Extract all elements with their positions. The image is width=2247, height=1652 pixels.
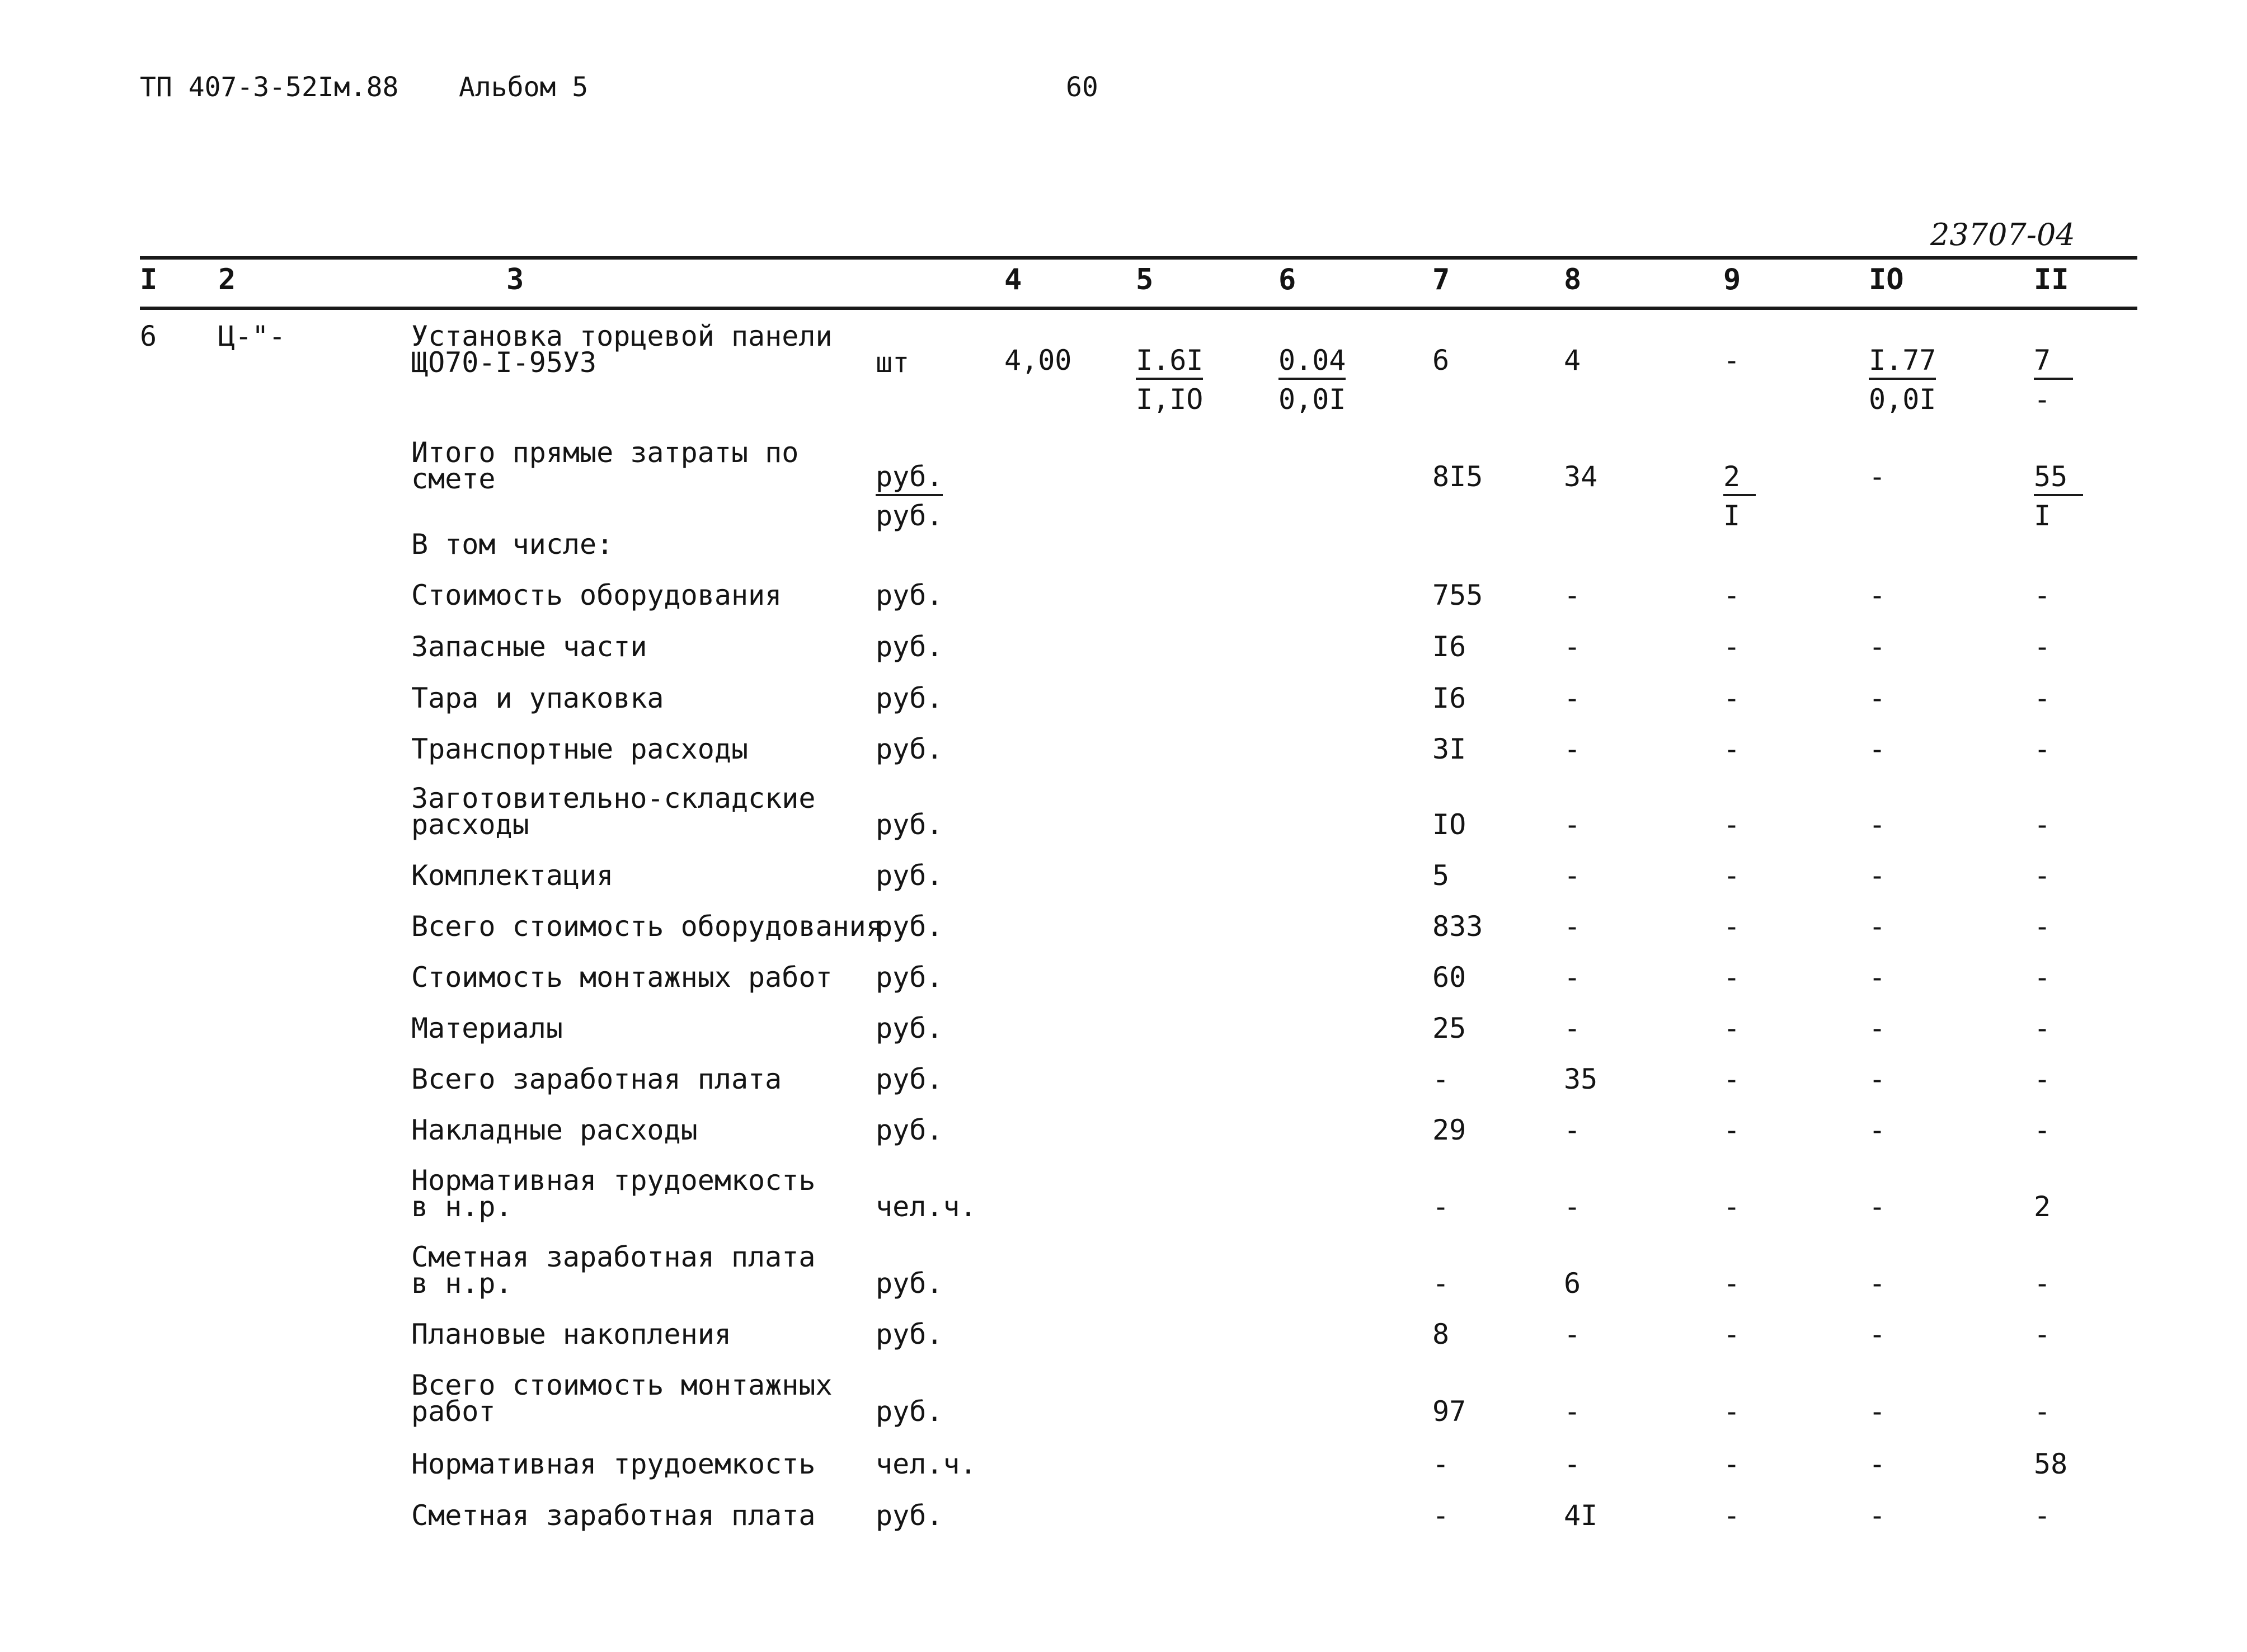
total-unit-top: руб.	[876, 460, 943, 496]
row-description: Всего стоимость оборудования	[411, 910, 883, 943]
row-c9: -	[1723, 961, 1741, 994]
row-unit: руб.	[876, 961, 943, 994]
item-c6-bottom: 0,0I	[1278, 383, 1346, 416]
row-c10: -	[1869, 1267, 1886, 1300]
row-c7: -	[1432, 1190, 1450, 1223]
row-unit: руб.	[876, 1114, 943, 1146]
row-unit: руб.	[876, 1012, 943, 1044]
row-c9: -	[1723, 1267, 1741, 1300]
column-header-8: 8	[1564, 263, 1582, 296]
row-c8: -	[1564, 1395, 1581, 1428]
row-c10: -	[1869, 579, 1886, 611]
row-c8: -	[1564, 579, 1581, 611]
row-c9: -	[1723, 1318, 1741, 1350]
row-c10: -	[1869, 1063, 1886, 1095]
row-c8: -	[1564, 1448, 1581, 1480]
row-description: Всего заработная плата	[411, 1063, 782, 1095]
row-c10: -	[1869, 1395, 1886, 1428]
item-c6-top: 0.04	[1278, 344, 1346, 380]
row-c9: -	[1723, 808, 1741, 841]
table-top-rule	[140, 256, 2137, 260]
row-c8: -	[1564, 859, 1581, 892]
item-quantity: 4,00	[1004, 344, 1072, 376]
row-description-line1: Нормативная трудоемкость	[411, 1164, 816, 1197]
item-c10-bottom: 0,0I	[1869, 383, 1936, 416]
item-description-line1: Установка торцевой панели	[411, 320, 833, 352]
row-c7: I6	[1432, 682, 1466, 714]
row-description-line2: в н.р.	[411, 1190, 513, 1223]
item-code: Ц-"-	[218, 320, 286, 352]
row-unit: чел.ч.	[876, 1448, 977, 1480]
row-c8: -	[1564, 1318, 1581, 1350]
item-description-line2: ЩО70-I-95УЗ	[411, 346, 597, 379]
row-c9: -	[1723, 1114, 1741, 1146]
row-description: Транспортные расходы	[411, 733, 749, 765]
row-unit: руб.	[876, 630, 943, 663]
row-c10: -	[1869, 1190, 1886, 1223]
row-c10: -	[1869, 630, 1886, 663]
item-c10-top: I.77	[1869, 344, 1936, 380]
row-c7: 60	[1432, 961, 1466, 994]
row-description: Стоимость монтажных работ	[411, 961, 833, 994]
row-c11: -	[2034, 808, 2051, 841]
row-description-line2: работ	[411, 1395, 496, 1428]
row-c10: -	[1869, 1499, 1886, 1532]
row-unit: руб.	[876, 1318, 943, 1350]
row-c7: -	[1432, 1267, 1450, 1300]
row-c7: 97	[1432, 1395, 1466, 1428]
row-c11: -	[2034, 1499, 2051, 1532]
row-unit: руб.	[876, 859, 943, 892]
row-c9: -	[1723, 1395, 1741, 1428]
row-c9: -	[1723, 1499, 1741, 1532]
column-header-4: 4	[1004, 263, 1022, 296]
row-c8: -	[1564, 1012, 1581, 1044]
row-unit: руб.	[876, 808, 943, 841]
row-unit: руб.	[876, 682, 943, 714]
row-c11: -	[2034, 910, 2051, 943]
row-c10: -	[1869, 910, 1886, 943]
row-c9: -	[1723, 1063, 1741, 1095]
row-c10: -	[1869, 1448, 1886, 1480]
row-description: Запасные части	[411, 630, 647, 663]
row-c9: -	[1723, 733, 1741, 765]
total-c10: -	[1869, 460, 1886, 493]
row-c8: -	[1564, 1190, 1581, 1223]
column-header-9: 9	[1723, 263, 1741, 296]
row-c8: 6	[1564, 1267, 1581, 1300]
page-number: 60	[1066, 72, 1098, 103]
row-c11: 2	[2034, 1190, 2051, 1223]
handwritten-note: 23707-04	[1930, 217, 2075, 252]
row-c7: -	[1432, 1448, 1450, 1480]
row-c8: -	[1564, 808, 1581, 841]
row-c10: -	[1869, 808, 1886, 841]
column-header-3: 3	[506, 263, 524, 296]
row-c7: 29	[1432, 1114, 1466, 1146]
row-description: Накладные расходы	[411, 1114, 698, 1146]
row-description: Стоимость оборудования	[411, 579, 782, 611]
row-description-line2: расходы	[411, 808, 529, 841]
row-description: Тара и упаковка	[411, 682, 664, 714]
item-c5-top: I.6I	[1136, 344, 1203, 380]
row-c7: IO	[1432, 808, 1466, 841]
row-description-line1: Всего стоимость монтажных	[411, 1369, 833, 1401]
row-c10: -	[1869, 733, 1886, 765]
document-code: ТП 407-3-52Iм.88	[140, 72, 399, 103]
row-c8: 4I	[1564, 1499, 1598, 1532]
row-c9: -	[1723, 682, 1741, 714]
item-c11-top: 7	[2034, 344, 2073, 380]
row-c9: -	[1723, 859, 1741, 892]
row-c11: -	[2034, 733, 2051, 765]
album-label: Альбом 5	[459, 72, 589, 103]
total-c8: 34	[1564, 460, 1598, 493]
row-c11: -	[2034, 1267, 2051, 1300]
column-header-7: 7	[1432, 263, 1450, 296]
row-c7: I6	[1432, 630, 1466, 663]
row-unit: руб.	[876, 1063, 943, 1095]
total-c7: 8I5	[1432, 460, 1483, 493]
column-header-2: 2	[218, 263, 236, 296]
row-c11: -	[2034, 579, 2051, 611]
row-c10: -	[1869, 961, 1886, 994]
row-c9: -	[1723, 1448, 1741, 1480]
row-unit: руб.	[876, 579, 943, 611]
row-description: Материалы	[411, 1012, 563, 1044]
item-c8: 4	[1564, 344, 1581, 376]
row-c7: 5	[1432, 859, 1450, 892]
row-c10: -	[1869, 682, 1886, 714]
row-c11: -	[2034, 1012, 2051, 1044]
item-number: 6	[140, 320, 157, 352]
row-c10: -	[1869, 859, 1886, 892]
row-unit: руб.	[876, 910, 943, 943]
row-c11: -	[2034, 1063, 2051, 1095]
column-header-11: II	[2034, 263, 2069, 296]
row-c10: -	[1869, 1012, 1886, 1044]
item-c11-bottom: -	[2034, 383, 2051, 416]
column-header-5: 5	[1136, 263, 1154, 296]
row-unit: руб.	[876, 733, 943, 765]
row-description-line2: в н.р.	[411, 1267, 513, 1300]
item-c7: 6	[1432, 344, 1450, 376]
column-header-1: I	[140, 263, 158, 296]
column-header-6: 6	[1278, 263, 1296, 296]
row-c8: -	[1564, 682, 1581, 714]
row-c7: 833	[1432, 910, 1483, 943]
row-unit: руб.	[876, 1395, 943, 1428]
row-description-line1: Заготовительно-складские	[411, 782, 816, 815]
row-c9: -	[1723, 579, 1741, 611]
row-c9: -	[1723, 910, 1741, 943]
row-c11: -	[2034, 1114, 2051, 1146]
row-unit: руб.	[876, 1499, 943, 1532]
row-c8: -	[1564, 1114, 1581, 1146]
row-c8: 35	[1564, 1063, 1598, 1095]
row-c11: -	[2034, 961, 2051, 994]
row-c8: -	[1564, 961, 1581, 994]
item-unit: шт	[876, 346, 910, 379]
item-c9: -	[1723, 344, 1741, 376]
total-description-line2: смете	[411, 463, 496, 495]
row-c11: 58	[2034, 1448, 2068, 1480]
row-c8: -	[1564, 733, 1581, 765]
row-unit: руб.	[876, 1267, 943, 1300]
row-c7: 3I	[1432, 733, 1466, 765]
row-c7: 25	[1432, 1012, 1466, 1044]
row-unit: чел.ч.	[876, 1190, 977, 1223]
row-c9: -	[1723, 630, 1741, 663]
row-c7: -	[1432, 1063, 1450, 1095]
row-description: Плановые накопления	[411, 1318, 731, 1350]
column-header-10: IO	[1869, 263, 1904, 296]
row-c11: -	[2034, 1318, 2051, 1350]
row-c7: 755	[1432, 579, 1483, 611]
total-c11-top: 55	[2034, 460, 2083, 496]
row-c7: 8	[1432, 1318, 1450, 1350]
row-c11: -	[2034, 1395, 2051, 1428]
total-description-line1: Итого прямые затраты по	[411, 436, 799, 469]
row-c11: -	[2034, 630, 2051, 663]
row-c10: -	[1869, 1114, 1886, 1146]
row-c8: -	[1564, 630, 1581, 663]
row-c11: -	[2034, 682, 2051, 714]
row-c11: -	[2034, 859, 2051, 892]
row-description: Сметная заработная плата	[411, 1499, 816, 1532]
row-description: Комплектация	[411, 859, 614, 892]
total-c11-bottom: I	[2034, 500, 2051, 532]
total-c9-top: 2	[1723, 460, 1756, 496]
row-c9: -	[1723, 1190, 1741, 1223]
row-c9: -	[1723, 1012, 1741, 1044]
row-c10: -	[1869, 1318, 1886, 1350]
row-c7: -	[1432, 1499, 1450, 1532]
row-description-line1: Сметная заработная плата	[411, 1241, 816, 1273]
including-label: В том числе:	[411, 528, 614, 561]
total-c9-bottom: I	[1723, 500, 1741, 532]
item-c5-bottom: I,IO	[1136, 383, 1204, 416]
row-description: Нормативная трудоемкость	[411, 1448, 816, 1480]
total-unit-bottom: руб.	[876, 500, 943, 532]
row-c8: -	[1564, 910, 1581, 943]
table-header-rule	[140, 307, 2137, 310]
